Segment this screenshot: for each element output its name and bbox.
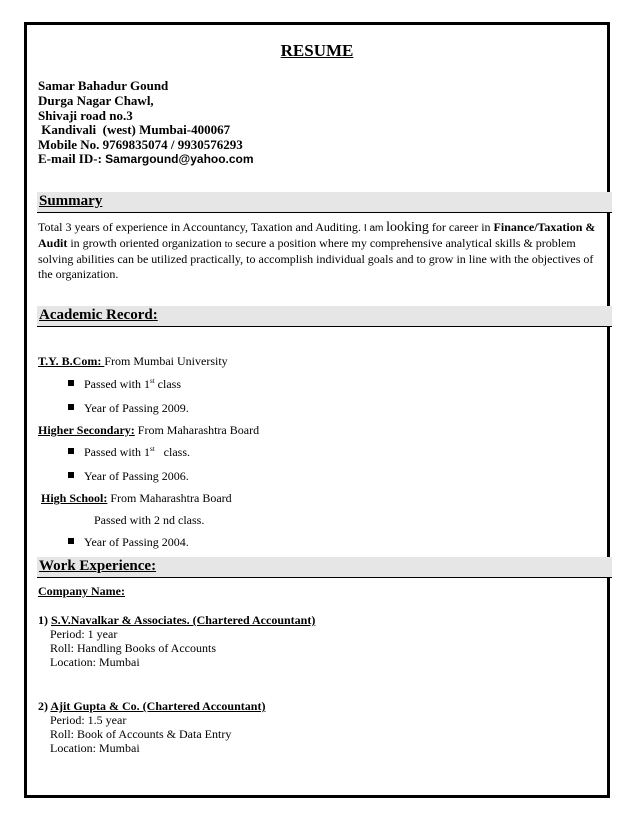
job-2-period: Period: 1.5 year: [50, 713, 127, 727]
contact-address-line-2: Shivaji road no.3: [38, 108, 133, 123]
summary-text-1: Total 3 years of experience in Accountancy, Taxation and Auditing.: [38, 220, 364, 234]
tyb-from: From Mumbai University: [104, 354, 228, 368]
job-1-number: 1): [38, 613, 51, 627]
ssc-pass-text: Passed with 2 nd class.: [94, 513, 205, 527]
job-2-number: 2): [38, 699, 51, 713]
tyb-pass-suffix: class: [154, 377, 181, 391]
tyb-year-text: Year of Passing 2009.: [84, 401, 189, 415]
job-1-roll: Roll: Handling Books of Accounts: [50, 641, 216, 655]
hsc-pass-item: [68, 445, 190, 460]
contact-address-line-3: Kandivali (west) Mumbai-400067: [38, 122, 231, 137]
contact-name: Samar Bahadur Gound: [38, 78, 169, 93]
job-1-title: [38, 613, 315, 628]
company-label: Company Name:: [38, 584, 125, 598]
summary-focus: Finance/Taxation & Audit: [38, 220, 596, 250]
contact-email-line: [38, 151, 254, 167]
tyb-label: T.Y. B.Com:: [38, 354, 105, 368]
email-label: E-mail ID-:: [38, 151, 106, 166]
job-2-location: Location: Mumbai: [50, 741, 140, 755]
job-1-company: S.V.Navalkar & Associates. (Chartered Accountant): [51, 613, 316, 627]
ssc-from: From Maharashtra Board: [107, 491, 232, 505]
tyb-pass-item: [68, 377, 181, 392]
bullet-icon: [68, 380, 74, 386]
summary-text-3: looking: [386, 220, 429, 235]
contact-mobile: Mobile No. 9769835074 / 9930576293: [38, 137, 243, 152]
hsc-pass-text: Passed with 1: [84, 445, 150, 459]
summary-paragraph: [38, 220, 598, 282]
bullet-icon: [68, 404, 74, 410]
summary-section-header: [37, 192, 612, 213]
ssc-year-text: Year of Passing 2004.: [84, 535, 189, 549]
job-2-title: [38, 699, 265, 714]
hsc-pass-sup: st: [150, 445, 155, 453]
summary-text-7: to: [224, 239, 233, 250]
work-heading: Work Experience:: [39, 558, 157, 574]
hsc-line: [38, 423, 259, 438]
tyb-pass-text: Passed with 1: [84, 377, 150, 391]
job-2-company: Ajit Gupta & Co. (Chartered Accountant): [50, 699, 266, 713]
ssc-line: [41, 491, 232, 506]
hsc-from: From Maharashtra Board: [134, 423, 260, 437]
tyb-year-item: [68, 401, 189, 416]
work-section-header: [37, 557, 612, 578]
bullet-icon: [68, 538, 74, 544]
ssc-year-item: [68, 535, 189, 550]
job-1-period: Period: 1 year: [50, 627, 118, 641]
hsc-label: Higher Secondary:: [38, 423, 135, 437]
hsc-year-item: [68, 469, 189, 484]
hsc-pass-suffix: class.: [154, 445, 190, 459]
resume-page: [24, 22, 610, 798]
summary-heading: Summary: [39, 193, 103, 209]
bullet-icon: [68, 448, 74, 454]
ssc-label: High School:: [41, 491, 108, 505]
email-address[interactable]: Samargound@yahoo.com: [105, 152, 254, 166]
summary-text-2: I am: [363, 223, 387, 234]
hsc-year-text: Year of Passing 2006.: [84, 469, 189, 483]
academic-section-header: [37, 306, 612, 327]
summary-text-6: in growth oriented organization: [67, 236, 225, 250]
job-1-location: Location: Mumbai: [50, 655, 140, 669]
academic-heading: Academic Record:: [39, 307, 158, 323]
tyb-line: [38, 354, 228, 369]
contact-address-line-1: Durga Nagar Chawl,: [38, 93, 154, 108]
summary-text-8: secure a position where my comprehensive analytical skills & problem solving abilities can be utilized practically, to accomplish individual goals and to grow in line with the objectives of the organization.: [38, 236, 594, 281]
bullet-icon: [68, 472, 74, 478]
job-2-roll: Roll: Book of Accounts & Data Entry: [50, 727, 232, 741]
summary-text-4: for career in: [428, 220, 491, 234]
tyb-pass-sup: st: [150, 377, 155, 385]
resume-title: RESUME: [280, 41, 354, 60]
